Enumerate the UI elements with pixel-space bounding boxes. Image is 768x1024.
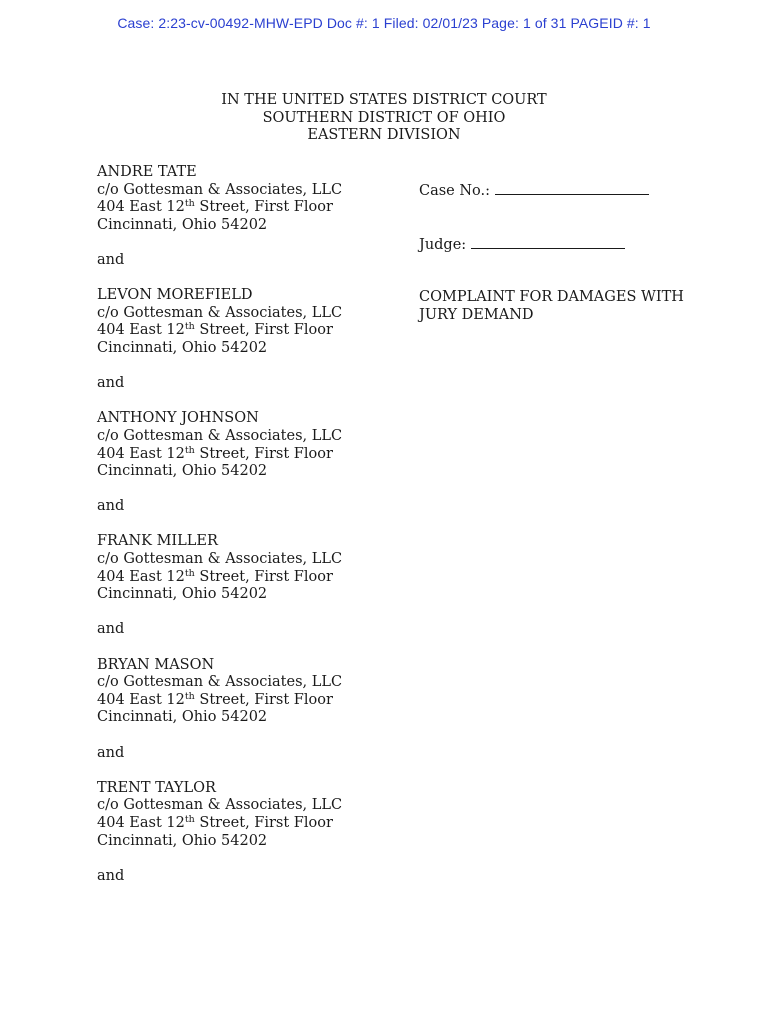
and-separator: and: [97, 621, 125, 638]
court-district: SOUTHERN DISTRICT OF OHIO: [262, 109, 506, 126]
party-street: 404 East 12th Street, First Floor: [97, 198, 333, 216]
party-name: LEVON MOREFIELD: [97, 287, 253, 304]
judge-row: [419, 236, 719, 255]
party-care-of: c/o Gottesman & Associates, LLC: [97, 304, 343, 321]
complaint-title-line2: JURY DEMAND: [419, 306, 534, 323]
party-block: [97, 657, 397, 727]
and-separator: and: [97, 867, 125, 884]
case-number-label: Case No.:: [419, 183, 495, 199]
and-separator: and: [97, 251, 125, 268]
parties-list: [97, 164, 397, 903]
party-block: [97, 533, 397, 603]
party-block: [97, 410, 397, 480]
judge-blank: [471, 236, 625, 249]
and-separator: and: [97, 375, 125, 392]
complaint-title: [419, 289, 719, 324]
court-name: IN THE UNITED STATES DISTRICT COURT: [221, 92, 547, 108]
party-street: 404 East 12th Street, First Floor: [97, 690, 333, 708]
party-care-of: c/o Gottesman & Associates, LLC: [97, 797, 343, 814]
case-number-row: [419, 182, 719, 201]
party-name: TRENT TAYLOR: [97, 779, 216, 796]
and-separator: and: [97, 744, 125, 761]
party-street: 404 East 12th Street, First Floor: [97, 813, 333, 831]
case-number-blank: [495, 182, 649, 195]
party-city: Cincinnati, Ohio 54202: [97, 463, 268, 480]
party-block: [97, 287, 397, 357]
judge-label: Judge:: [419, 236, 471, 253]
party-name: BRYAN MASON: [97, 656, 215, 673]
court-heading: [0, 92, 768, 145]
party-care-of: c/o Gottesman & Associates, LLC: [97, 674, 343, 691]
filing-header: Case: 2:23-cv-00492-MHW-EPD Doc #: 1 Filed: 02/01/23 Page: 1 of 31 PAGEID #: 1: [117, 15, 651, 31]
party-street: 404 East 12th Street, First Floor: [97, 321, 333, 339]
party-block: [97, 164, 397, 234]
party-block: [97, 780, 397, 850]
party-name: FRANK MILLER: [97, 533, 218, 550]
party-care-of: c/o Gottesman & Associates, LLC: [97, 181, 343, 198]
party-city: Cincinnati, Ohio 54202: [97, 339, 268, 356]
party-city: Cincinnati, Ohio 54202: [97, 216, 268, 233]
party-care-of: c/o Gottesman & Associates, LLC: [97, 427, 343, 444]
party-city: Cincinnati, Ohio 54202: [97, 586, 268, 603]
party-name: ANDRE TATE: [97, 164, 197, 180]
party-care-of: c/o Gottesman & Associates, LLC: [97, 551, 343, 568]
party-city: Cincinnati, Ohio 54202: [97, 709, 268, 726]
case-info: [419, 182, 719, 324]
party-name: ANTHONY JOHNSON: [97, 410, 259, 427]
and-separator: and: [97, 498, 125, 515]
party-street: 404 East 12th Street, First Floor: [97, 444, 333, 462]
party-city: Cincinnati, Ohio 54202: [97, 832, 268, 849]
court-division: EASTERN DIVISION: [307, 127, 461, 144]
complaint-title-line1: COMPLAINT FOR DAMAGES WITH: [419, 289, 684, 306]
party-street: 404 East 12th Street, First Floor: [97, 567, 333, 585]
